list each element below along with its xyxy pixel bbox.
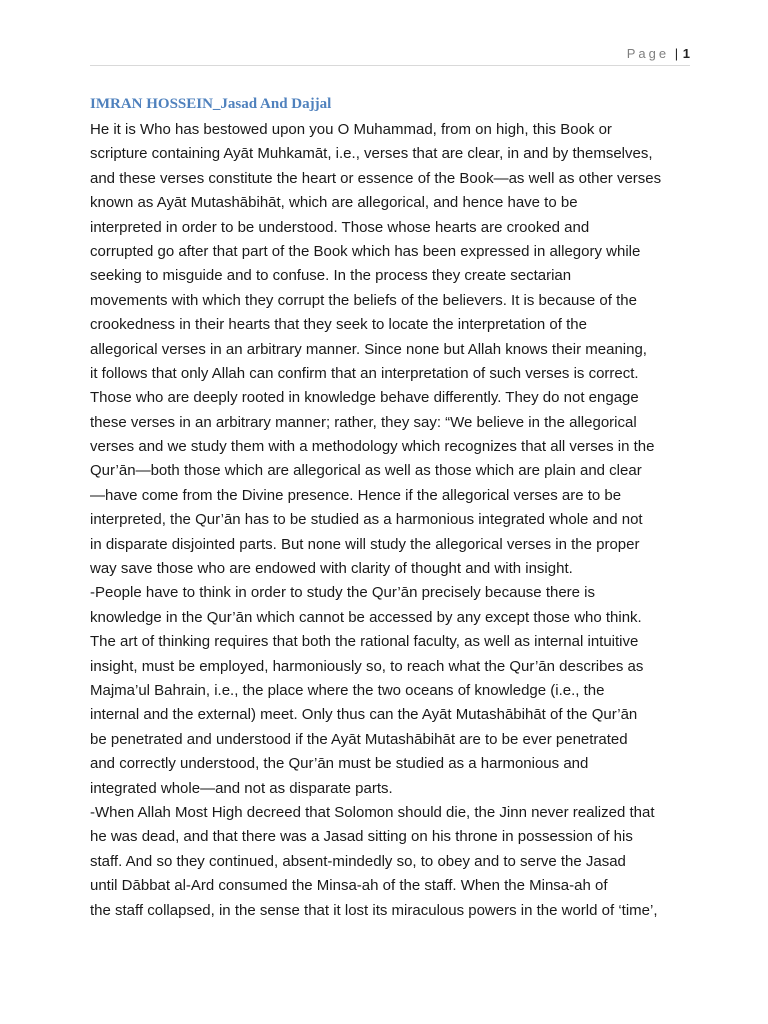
body-text-line: -People have to think in order to study the Qur’ān precisely because there is <box>90 584 596 602</box>
body-text-line: way save those who are endowed with clarity of thought and with insight. <box>90 560 573 578</box>
body-text-line: scripture containing Ayāt Muhkamāt, i.e., verses that are clear, in and by themselves, <box>90 145 653 163</box>
body-text-line: staff. And so they continued, absent-mindedly so, to obey and to serve the Jasad <box>90 852 626 870</box>
body-text-line: interpreted, the Qur’ān has to be studied as a harmonious integrated whole and not <box>90 511 643 529</box>
body-text-line: verses and we study them with a methodology which recognizes that all verses in the <box>90 438 655 456</box>
document-title: IMRAN HOSSEIN_Jasad And Dajjal <box>90 96 332 112</box>
body-text-line: corrupted go after that part of the Book which has been expressed in allegory while <box>90 242 641 260</box>
body-text-line: interpreted in order to be understood. Those whose hearts are crooked and <box>90 218 590 236</box>
body-text-line: he was dead, and that there was a Jasad sitting on his throne in possession of his <box>90 828 633 846</box>
body-text-line: and correctly understood, the Qur’ān must be studied as a harmonious and <box>90 755 589 773</box>
body-text-line: known as Ayāt Mutashābihāt, which are allegorical, and hence have to be <box>90 194 578 212</box>
body-text-line: seeking to misguide and to confuse. In the process they create sectarian <box>90 267 572 285</box>
body-text-line: knowledge in the Qur’ān which cannot be accessed by any except those who think. <box>90 608 642 626</box>
body-text-line: these verses in an arbitrary manner; rather, they say: “We believe in the allegorical <box>90 413 637 431</box>
page-number: 1 <box>682 46 690 61</box>
body-text-line: integrated whole—and not as disparate parts. <box>90 779 393 797</box>
body-text-line: movements with which they corrupt the beliefs of the believers. It is because of the <box>90 291 637 309</box>
body-text-line: internal and the external) meet. Only thus can the Ayāt Mutashābihāt of the Qur’ān <box>90 706 638 724</box>
body-text-line: Majma’ul Bahrain, i.e., the place where the two oceans of knowledge (i.e., the <box>90 681 605 699</box>
body-text-line: crookedness in their hearts that they seek to locate the interpretation of the <box>90 316 587 334</box>
body-text-line: -When Allah Most High decreed that Solomon should die, the Jinn never realized that <box>90 803 655 821</box>
document-body <box>90 118 700 923</box>
header-divider <box>90 65 690 66</box>
body-text-line: until Dābbat al-Ard consumed the Minsa-ah of the staff. When the Minsa-ah of <box>90 877 608 895</box>
page-label: Page <box>626 46 670 61</box>
body-text-line: it follows that only Allah can confirm that an interpretation of such verses is correct. <box>90 364 639 382</box>
body-text-line: Those who are deeply rooted in knowledge behave differently. They do not engage <box>90 389 639 407</box>
body-text-line: allegorical verses in an arbitrary manner. Since none but Allah knows their meaning, <box>90 340 647 358</box>
body-text-line: and these verses constitute the heart or essence of the Book—as well as other verses <box>90 169 662 187</box>
body-text-line: the staff collapsed, in the sense that it lost its miraculous powers in the world of ‘time’, <box>90 901 658 919</box>
body-text-line: in disparate disjointed parts. But none will study the allegorical verses in the proper <box>90 535 640 553</box>
body-text-line: Qur’ān—both those which are allegorical as well as those which are plain and clear <box>90 462 642 480</box>
body-text-line: —have come from the Divine presence. Hence if the allegorical verses are to be <box>90 486 622 504</box>
page-separator: | <box>674 46 679 61</box>
body-text-line: The art of thinking requires that both the rational faculty, as well as internal intuitive <box>90 633 639 651</box>
body-text-line: He it is Who has bestowed upon you O Muhammad, from on high, this Book or <box>90 121 612 138</box>
body-text-line: be penetrated and understood if the Ayāt Mutashābihāt are to be ever penetrated <box>90 730 628 748</box>
body-text-line: insight, must be employed, harmoniously so, to reach what the Qur’ān describes as <box>90 657 644 675</box>
page-header <box>90 46 690 61</box>
